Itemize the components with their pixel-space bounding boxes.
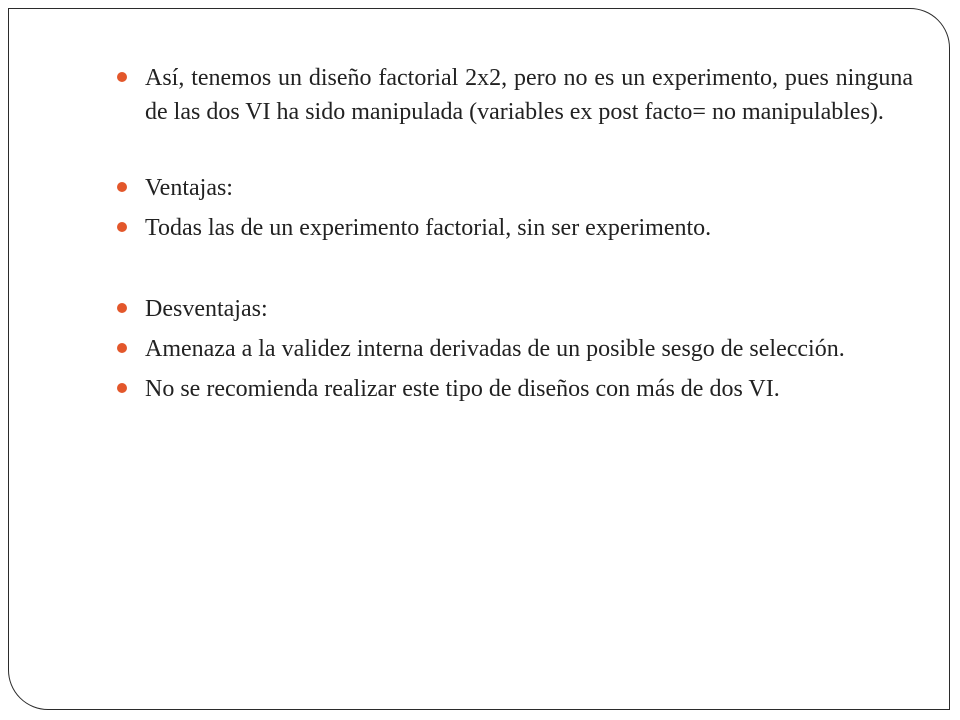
bullet-item [115, 211, 913, 245]
bullet-dot-icon [117, 383, 127, 393]
bullet-dot-icon [117, 72, 127, 82]
bullet-dot-icon [117, 182, 127, 192]
bullet-item [115, 332, 913, 366]
bullet-item [115, 61, 913, 129]
bullet-text: Ventajas: [145, 175, 233, 201]
bullet-text: Así, tenemos un diseño factorial 2x2, pero no es un experimento, pues ninguna de las dos VI ha sido manipulada (variables ex post facto= no manipulables). [145, 65, 913, 125]
bullet-dot-icon [117, 222, 127, 232]
bullet-text: Desventajas: [145, 296, 268, 322]
bullet-item [115, 292, 913, 326]
bullet-dot-icon [117, 303, 127, 313]
bullet-text: Amenaza a la validez interna derivadas de un posible sesgo de selección. [145, 336, 845, 362]
bullet-item [115, 372, 913, 406]
bullet-list [115, 61, 913, 406]
bullet-dot-icon [117, 343, 127, 353]
slide-frame [8, 8, 950, 710]
bullet-text: Todas las de un experimento factorial, sin ser experimento. [145, 215, 712, 241]
bullet-item [115, 171, 913, 205]
bullet-text: No se recomienda realizar este tipo de diseños con más de dos VI. [145, 376, 780, 402]
